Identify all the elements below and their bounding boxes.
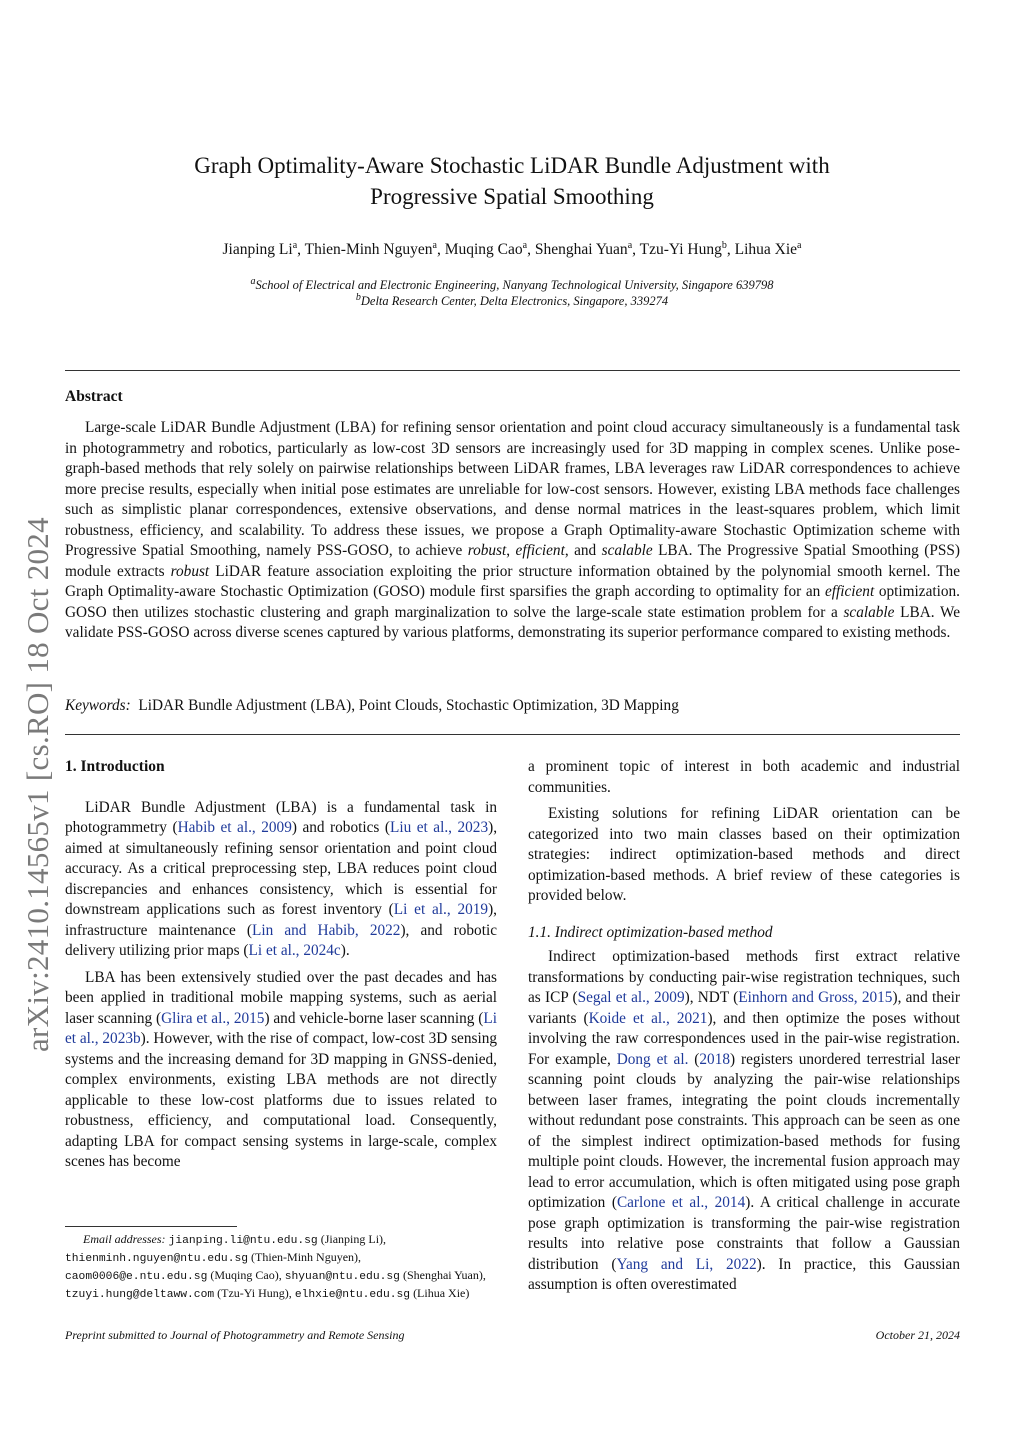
keywords-text: LiDAR Bundle Adjustment (LBA), Point Clouds, Stochastic Optimization, 3D Mapping [138,697,679,714]
citation-link[interactable]: Li et al., 2019 [393,901,489,918]
citation-link[interactable]: 2018 [699,1050,730,1068]
footnote-divider [65,1226,237,1227]
affiliation: $^b$Delta Research Center, Delta Electronics, Singapore, 339274 [355,291,669,308]
author: Jianping Li [222,241,293,258]
email-footnote: Email addresses: jianping.li@ntu.edu.sg (Jianping Li), thienminh.nguyen@ntu.edu.sg (Thien-Minh Nguyen), caom0006@e.ntu.edu.sg (Muqing Cao), shyuan@ntu.edu.sg (Shenghai Yuan), tzuyi.hung@deltaww.com (Tzu-Yi Hung), elhxie@ntu.edu.sg (Lihua Xie) [65,1232,486,1301]
email-address[interactable]: tzuyi.hung@deltaww.com [65,1289,215,1301]
citation-link[interactable]: Liu et al., 2023 [389,819,489,836]
author: Muqing Cao [444,241,523,258]
footer-date: October 21, 2024 [875,1328,960,1342]
footer-journal: Preprint submitted to Journal of Photogrammetry and Remote Sensing [65,1328,405,1342]
citation-link[interactable]: Glira et al., 2015 [161,1009,265,1027]
divider-bottom [65,734,960,735]
citation-link[interactable]: Segal et al., 2009 [577,989,685,1006]
email-address[interactable]: jianping.li@ntu.edu.sg [168,1235,318,1247]
author: Tzu-Yi Hung [639,241,722,258]
citation-link[interactable]: Koide et al., 2021 [588,1009,708,1027]
paper-title [120,150,904,212]
indirect-paragraph: Indirect optimization-based methods first extract relative transformations by conducting pair-wise registration techniques, such as ICP (Segal et al., 2009), NDT (Einhorn and Gross, 2015), and their variants (Koide et al., 2021), and then optimize the poses without involving the raw correspondences used in the pair-wise registration. For example, Dong et al. (2018) registers unordered terrestrial laser scanning point clouds by analyzing the pair-wise relationships between laser frames, integrating the point clouds incrementally without redundant pose constraints. This approach can be seen as one of the simplest indirect optimization-based methods for fusing multiple point clouds. However, the incremental fusion approach may lead to error accumulation, which is often mitigated using pose graph optimization (Carlone et al., 2014). A critical challenge in accurate pose graph optimization is transforming the pair-wise registration results into relative pose constraints that follow a Gaussian distribution (Yang and Li, 2022). In practice, this Gaussian assumption is often overestimated [528,948,961,1293]
author-affil-mark: a [292,239,298,251]
affiliation: $^a$School of Electrical and Electronic Engineering, Nanyang Technological University, Singapore 639798 [250,275,774,292]
citation-link[interactable]: Dong et al. [616,1050,689,1068]
author-affil-mark: a [522,239,528,251]
affiliation-mark: b [355,291,361,303]
author: Thien-Minh Nguyen [304,241,433,258]
intro-paragraph-2: LBA has been extensively studied over the past decades and has been applied in traditional mobile mapping systems, such as aerial laser scanning (Glira et al., 2015) and vehicle-borne laser scanning (Li et al., 2023b). However, with the rise of compact, low-cost 3D sensing systems and the increasing demand for 3D mapping in GNSS-denied, complex environments, existing LBA methods are not directly applicable to these low-cost platforms due to issues related to robustness, efficiency, and computational load. Consequently, adapting LBA for compact sensing systems in large-scale, complex scenes has become [65,968,497,1170]
author: Shenghai Yuan [534,241,628,258]
citation-link[interactable]: Einhorn and Gross, 2015 [738,989,893,1006]
citation-link[interactable]: Carlone et al., 2014 [616,1194,746,1211]
email-address[interactable]: thienminh.nguyen@ntu.edu.sg [65,1253,249,1265]
title-line-1: Graph Optimality-Aware Stochastic LiDAR Bundle Adjustment with [194,153,830,178]
left-column [65,757,497,1173]
author: Lihua Xie [734,241,798,258]
citation-link[interactable]: Li et al., 2023b [65,1009,497,1047]
citation-link[interactable]: Li et al., 2024c [248,942,341,959]
abstract-heading: Abstract [65,388,123,405]
intro-paragraph-3: Existing solutions for refining LiDAR orientation can be categorized into two main classes based on their optimization strategies: indirect optimization-based methods and direct optimization-based methods. A brief review of these categories is provided below. [528,805,960,904]
divider-top [65,370,960,371]
affiliation-mark: a [250,275,256,287]
email-address[interactable]: shyuan@ntu.edu.sg [284,1271,400,1283]
affiliations [100,277,924,309]
author-affil-mark: a [627,239,633,251]
keywords-label: Keywords: [65,697,131,714]
email-address[interactable]: caom0006@e.ntu.edu.sg [65,1271,208,1283]
author-list: Jianping Li$^a$, Thien-Minh Nguyen$^a$, Muqing Cao$^a$, Shenghai Yuan$^a$, Tzu-Yi Hung$^b$, Lihua Xie$^a$ [222,239,802,258]
author-affil-mark: b [721,239,727,251]
citation-link[interactable]: Yang and Li, 2022 [616,1255,757,1273]
keywords [65,697,679,715]
citation-link[interactable]: Habib et al., 2009 [177,819,292,836]
right-column [528,757,960,1296]
footnote-label: Email addresses: [83,1232,166,1246]
intro-paragraph-1: LiDAR Bundle Adjustment (LBA) is a fundamental task in photogrammetry (Habib et al., 2009) and robotics (Liu et al., 2023), aimed at simultaneously refining sensor orientation and point cloud accuracy. As a critical preprocessing step, LBA reduces point cloud discrepancies and enhances consistency, which is essential for downstream applications such as forest inventory (Li et al., 2019), infrastructure maintenance (Lin and Habib, 2022), and robotic delivery utilizing prior maps (Li et al., 2024c). [65,798,498,959]
intro-heading: 1. Introduction [65,758,165,775]
author-affil-mark: a [797,239,802,251]
intro-paragraph-2-continued: a prominent topic of interest in both academic and industrial communities. [528,758,960,796]
subsection-heading: 1.1. Indirect optimization-based method [528,923,773,941]
abstract-body: Large-scale LiDAR Bundle Adjustment (LBA) for refining sensor orientation and point cloud accuracy simultaneously is a fundamental task in photogrammetry and robotics, particularly as low-cost 3D sensors are increasingly used for 3D mapping in complex scenes. Unlike pose-graph-based methods that rely solely on pairwise relationships between LiDAR frames, LBA leverages raw LiDAR correspondences to achieve more precise results, especially when initial pose estimates are unreliable for low-cost sensors. However, existing LBA methods face challenges such as simplistic planar correspondences, extensive observations, and dense normal matrices in the least-squares problem, which limit robustness, efficiency, and scalability. To address these issues, we propose a Graph Optimality-aware Stochastic Optimization scheme with Progressive Spatial Smoothing, namely PSS-GOSO, to achieve robust, efficient, and scalable LBA. The Progressive Spatial Smoothing (PSS) module extracts robust LiDAR feature association exploiting the prior structure information obtained by the polynomial smooth kernel. The Graph Optimality-aware Stochastic Optimization (GOSO) module first sparsifies the graph according to optimality for an efficient optimization. GOSO then utilizes stochastic clustering and graph marginalization to solve the large-scale state estimation problem for a scalable LBA. We validate PSS-GOSO across diverse scenes captured by various platforms, demonstrating its superior performance compared to existing methods. [65,419,960,641]
email-address[interactable]: elhxie@ntu.edu.sg [294,1289,411,1301]
arxiv-stamp: arXiv:2410.14565v1 [cs.RO] 18 Oct 2024 [20,517,55,1052]
citation-link[interactable]: Lin and Habib, 2022 [252,921,401,939]
title-line-2: Progressive Spatial Smoothing [370,184,654,209]
author-affil-mark: a [432,239,437,251]
